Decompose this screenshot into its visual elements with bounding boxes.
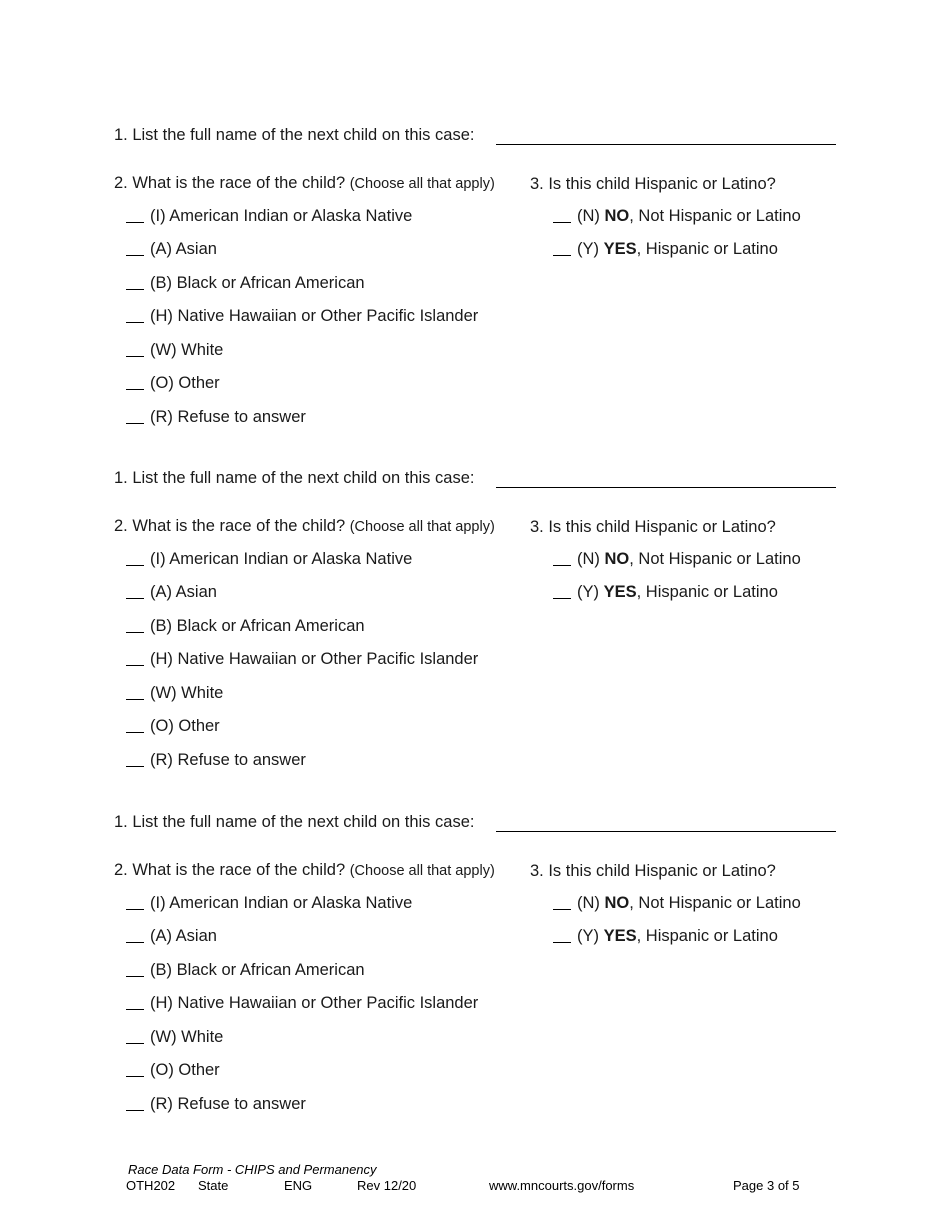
race-option-label: (O) Other	[150, 1061, 220, 1079]
checkbox-blank[interactable]	[553, 222, 571, 223]
child-name-question: 1. List the full name of the next child on this case:	[114, 469, 475, 487]
race-option-label: (I) American Indian or Alaska Native	[150, 207, 413, 225]
option-rest: , Hispanic or Latino	[636, 927, 778, 945]
option-code: (Y)	[577, 240, 599, 258]
checkbox-blank[interactable]	[126, 565, 144, 566]
race-question-note: (Choose all that apply)	[349, 863, 495, 879]
child-section	[0, 469, 950, 789]
race-option-label: (H) Native Hawaiian or Other Pacific Islander	[150, 994, 479, 1012]
checkbox-blank[interactable]	[126, 665, 144, 666]
race-option-black[interactable]	[126, 961, 365, 980]
checkbox-blank[interactable]	[126, 632, 144, 633]
race-option-label: (R) Refuse to answer	[150, 1095, 306, 1113]
form-title: Race Data Form - CHIPS and Permanency	[128, 1162, 377, 1177]
race-option-other[interactable]	[126, 374, 220, 393]
option-rest: , Hispanic or Latino	[636, 240, 778, 258]
option-answer: YES	[603, 927, 637, 945]
race-option-american-indian[interactable]	[126, 207, 412, 226]
race-option-label: (R) Refuse to answer	[150, 751, 306, 769]
form-id: OTH202	[126, 1178, 176, 1193]
race-question-text: 2. What is the race of the child?	[114, 174, 346, 192]
checkbox-blank[interactable]	[126, 289, 144, 290]
race-option-label: (O) Other	[150, 717, 220, 735]
checkbox-blank[interactable]	[126, 389, 144, 390]
race-question	[114, 517, 495, 536]
race-option-refuse[interactable]	[126, 408, 306, 427]
checkbox-blank[interactable]	[126, 322, 144, 323]
option-code: (Y)	[577, 927, 599, 945]
checkbox-blank[interactable]	[126, 1043, 144, 1044]
race-option-white[interactable]	[126, 341, 223, 360]
race-option-label: (I) American Indian or Alaska Native	[150, 894, 413, 912]
page-number: Page 3 of 5	[733, 1178, 800, 1193]
race-option-label: (O) Other	[150, 374, 220, 392]
child-name-question: 1. List the full name of the next child on this case:	[114, 126, 475, 144]
checkbox-blank[interactable]	[126, 909, 144, 910]
child-name-field[interactable]	[496, 144, 836, 145]
checkbox-blank[interactable]	[126, 356, 144, 357]
race-option-label: (A) Asian	[150, 240, 217, 258]
checkbox-blank[interactable]	[553, 255, 571, 256]
race-question-text: 2. What is the race of the child?	[114, 861, 346, 879]
checkbox-blank[interactable]	[126, 255, 144, 256]
race-option-label: (B) Black or African American	[150, 617, 365, 635]
child-section	[0, 126, 950, 446]
checkbox-blank[interactable]	[126, 1009, 144, 1010]
option-code: (N)	[577, 550, 600, 568]
race-option-label: (A) Asian	[150, 583, 217, 601]
option-answer: NO	[604, 894, 630, 912]
checkbox-blank[interactable]	[126, 699, 144, 700]
form-revision: Rev 12/20	[357, 1178, 417, 1193]
race-option-refuse[interactable]	[126, 1095, 306, 1114]
hispanic-option-no[interactable]	[553, 550, 801, 569]
race-option-label: (H) Native Hawaiian or Other Pacific Islander	[150, 650, 479, 668]
race-option-label: (W) White	[150, 1028, 224, 1046]
race-question-note: (Choose all that apply)	[349, 176, 495, 192]
checkbox-blank[interactable]	[126, 1076, 144, 1077]
option-code: (Y)	[577, 583, 599, 601]
option-answer: NO	[604, 550, 630, 568]
race-option-label: (R) Refuse to answer	[150, 408, 306, 426]
checkbox-blank[interactable]	[126, 1110, 144, 1111]
child-name-field[interactable]	[496, 831, 836, 832]
race-option-white[interactable]	[126, 1028, 223, 1047]
race-question	[114, 861, 495, 880]
option-answer: YES	[603, 240, 637, 258]
race-option-native-hawaiian[interactable]	[126, 994, 478, 1013]
race-option-asian[interactable]	[126, 583, 217, 602]
race-option-american-indian[interactable]	[126, 894, 412, 913]
checkbox-blank[interactable]	[126, 222, 144, 223]
race-option-label: (B) Black or African American	[150, 961, 365, 979]
checkbox-blank[interactable]	[126, 732, 144, 733]
checkbox-blank[interactable]	[126, 423, 144, 424]
checkbox-blank[interactable]	[553, 598, 571, 599]
option-answer: YES	[603, 583, 637, 601]
checkbox-blank[interactable]	[126, 976, 144, 977]
race-option-label: (A) Asian	[150, 927, 217, 945]
option-rest: , Not Hispanic or Latino	[629, 894, 801, 912]
race-option-label: (W) White	[150, 684, 224, 702]
race-option-asian[interactable]	[126, 927, 217, 946]
form-jurisdiction: State	[198, 1178, 229, 1193]
race-question-text: 2. What is the race of the child?	[114, 517, 346, 535]
option-code: (N)	[577, 207, 600, 225]
race-option-black[interactable]	[126, 274, 365, 293]
race-option-label: (B) Black or African American	[150, 274, 365, 292]
forms-url: www.mncourts.gov/forms	[489, 1178, 635, 1193]
race-option-refuse[interactable]	[126, 751, 306, 770]
checkbox-blank[interactable]	[126, 942, 144, 943]
option-rest: , Not Hispanic or Latino	[629, 550, 801, 568]
race-option-other[interactable]	[126, 1061, 220, 1080]
option-answer: NO	[604, 207, 630, 225]
race-option-native-hawaiian[interactable]	[126, 307, 478, 326]
child-section	[0, 813, 950, 1133]
child-name-question: 1. List the full name of the next child on this case:	[114, 813, 475, 831]
checkbox-blank[interactable]	[553, 565, 571, 566]
checkbox-blank[interactable]	[126, 766, 144, 767]
hispanic-option-no[interactable]	[553, 207, 801, 226]
race-option-label: (W) White	[150, 341, 224, 359]
hispanic-question: 3. Is this child Hispanic or Latino?	[530, 862, 776, 880]
checkbox-blank[interactable]	[553, 909, 571, 910]
race-option-label: (I) American Indian or Alaska Native	[150, 550, 413, 568]
race-option-label: (H) Native Hawaiian or Other Pacific Islander	[150, 307, 479, 325]
hispanic-option-no[interactable]	[553, 894, 801, 913]
race-option-white[interactable]	[126, 684, 223, 703]
option-rest: , Not Hispanic or Latino	[629, 207, 801, 225]
hispanic-option-yes[interactable]	[553, 240, 778, 259]
hispanic-question: 3. Is this child Hispanic or Latino?	[530, 518, 776, 536]
race-option-other[interactable]	[126, 717, 220, 736]
race-option-black[interactable]	[126, 617, 365, 636]
checkbox-blank[interactable]	[126, 598, 144, 599]
race-option-native-hawaiian[interactable]	[126, 650, 478, 669]
race-option-american-indian[interactable]	[126, 550, 412, 569]
child-name-field[interactable]	[496, 487, 836, 488]
option-rest: , Hispanic or Latino	[636, 583, 778, 601]
race-question	[114, 174, 495, 193]
hispanic-question: 3. Is this child Hispanic or Latino?	[530, 175, 776, 193]
hispanic-option-yes[interactable]	[553, 583, 778, 602]
race-option-asian[interactable]	[126, 240, 217, 259]
checkbox-blank[interactable]	[553, 942, 571, 943]
hispanic-option-yes[interactable]	[553, 927, 778, 946]
option-code: (N)	[577, 894, 600, 912]
race-question-note: (Choose all that apply)	[349, 519, 495, 535]
form-language: ENG	[284, 1178, 313, 1193]
